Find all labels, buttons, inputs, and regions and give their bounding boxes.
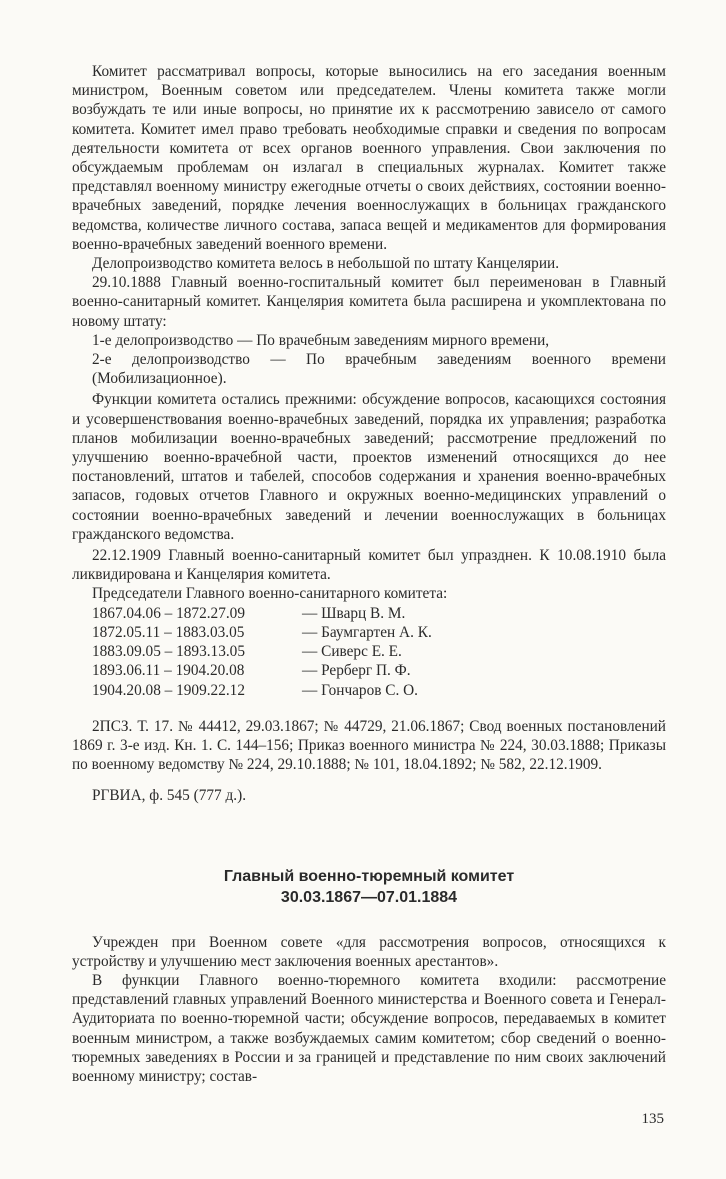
archive-reference: РГВИА, ф. 545 (777 д.). bbox=[92, 787, 247, 805]
paragraph: Учрежден при Военном совете «для рассмотрения вопросов, относящихся к устройству и улучшению мест заключения военных арестантов». bbox=[72, 933, 666, 970]
chair-name: — Баумгартен А. К. bbox=[302, 623, 432, 641]
page-content bbox=[72, 62, 666, 1086]
chair-name: — Шварц В. М. bbox=[302, 604, 406, 622]
chair-dates: 1893.06.11 – 1904.20.08 bbox=[92, 662, 245, 680]
paragraph: Делопроизводство комитета велось в небольшой по штату Канцелярии. bbox=[92, 255, 560, 273]
sources-reference: 2ПСЗ. Т. 17. № 44412, 29.03.1867; № 44729, 21.06.1867; Свод военных постановлений 1869 г. 3-е изд. Кн. 1. С. 144–156; Приказ военного министра № 224, 30.03.1888; Приказы по военному ведомству № 224, 29.10.1888; № 101, 18.04.1892; № 582, 22.12.1909. bbox=[72, 717, 666, 774]
chair-dates: 1883.09.05 – 1893.13.05 bbox=[92, 643, 245, 661]
chairs-list bbox=[72, 604, 666, 700]
chair-dates: 1872.05.11 – 1883.03.05 bbox=[92, 623, 245, 641]
paragraph: Комитет рассматривал вопросы, которые выносились на его заседания военным министром, Военным советом или председателем. Члены комитета также могли возбуждать те или иные вопросы, но принятие их к рассмотрению зависело от самого комитета. Комитет имел право требовать необходимые справки и сведения по вопросам деятельности комитета от всех органов военного управления. Свои заключения по обсуждаемым проблемам он излагал в специальных журналах. Комитет также представлял военному министру ежегодные отчеты о своих действиях, состоянии военно-врачебных заведений, порядке лечения военнослужащих в больницах гражданского ведомства, количестве личного состава, запаса вещей и медикаментов для формирования военно-врачебных заведений военного времени. bbox=[72, 63, 666, 253]
list-item bbox=[92, 681, 666, 700]
list-item bbox=[92, 604, 666, 623]
section-heading-dates: 30.03.1867—07.01.1884 bbox=[280, 888, 458, 906]
chair-dates: 1904.20.08 – 1909.22.12 bbox=[92, 681, 245, 699]
list-item bbox=[92, 642, 666, 661]
chairs-title: Председатели Главного военно-санитарного комитета: bbox=[92, 585, 448, 603]
chair-dates: 1867.04.06 – 1872.27.09 bbox=[92, 604, 245, 622]
chair-name: — Рерберг П. Ф. bbox=[302, 662, 411, 680]
section-heading: Главный военно-тюремный комитет bbox=[223, 867, 515, 885]
paragraph: Функции комитета остались прежними: обсуждение вопросов, касающихся состояния и усовершенствования военно-врачебных заведений, порядка их управления; разработка планов мобилизации военно-врачебных заведений; рассмотрение предложений по улучшению военно-врачебной части, проектов изменений относящихся до нее постановлений, штатов и табелей, способов содержания и хранения военно-врачебных запасов, годовых отчетов Главного и окружных военно-медицинских управлений о состоянии военно-врачебных заведений и лечении военнослужащих в больницах гражданского ведомства. bbox=[72, 391, 666, 543]
list-item: 1-е делопроизводство — По врачебным заведениям мирного времени, bbox=[92, 331, 550, 349]
chair-name: — Сиверс Е. Е. bbox=[302, 643, 402, 661]
chair-name: — Гончаров С. О. bbox=[302, 681, 419, 699]
paragraph: 29.10.1888 Главный военно-госпитальный комитет был переименован в Главный военно-санитарный комитет. Канцелярия комитета была расширена и укомплектована по новому штату: bbox=[72, 274, 666, 330]
page-number: 135 bbox=[641, 1111, 664, 1127]
list-item bbox=[92, 623, 666, 642]
list-item bbox=[92, 661, 666, 680]
office-divisions-list bbox=[72, 331, 666, 389]
paragraph: В функции Главного военно-тюремного комитета входили: рассмотрение представлений главных управлений Военного министерства и Военного совета и Генерал-Аудиториата по военно-тюремной части; обсуждение вопросов, передаваемых в комитет военным министром, а также возбуждаемых самим комитетом; сбор сведений о военно-тюремных заведениях в России и за границей и представление по ним своих заключений военному министру; состав- bbox=[72, 971, 666, 1085]
paragraph: 22.12.1909 Главный военно-санитарный комитет был упразднен. К 10.08.1910 была ликвидирована и Канцелярия комитета. bbox=[72, 547, 666, 584]
list-item: 2-е делопроизводство — По врачебным заведениям военного времени (Мобилизационное). bbox=[92, 351, 666, 388]
